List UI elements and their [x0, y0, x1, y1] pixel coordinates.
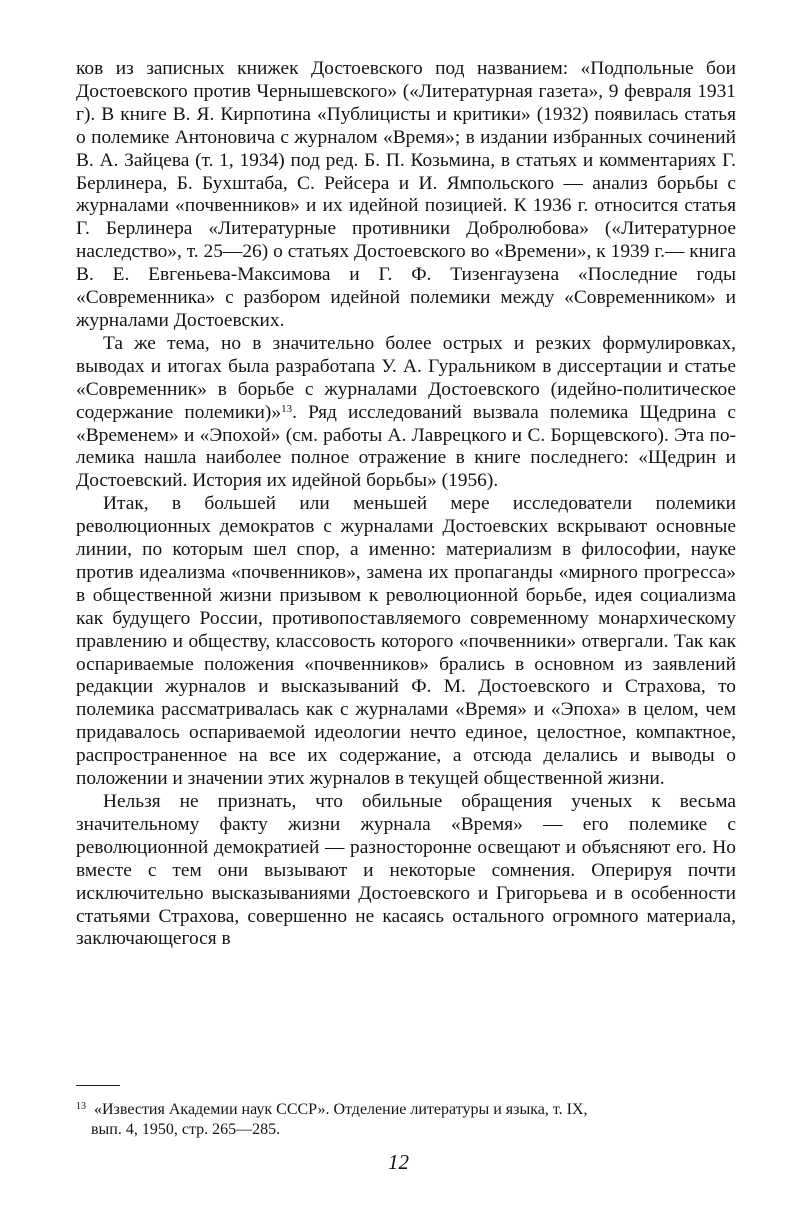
footnote-divider — [76, 1085, 120, 1086]
paragraph-1: ков из записных книжек Достоевского под названием: «Подпольные бои Достоевского против Чернышевского» («Литературная газета», 9 февраля 1931 г). В книге В. Я. Кирпотина «Публицисты и критики» (1932) появилась статья о полемике Антоновича с журналом «Время»; в издании избранных сочинений В. А. Зайцева (т. 1, 1934) под ред. Б. П. Козьмина, в статьях и комментариях Г. Берлинера, Б. Бухштаба, С. Рейсера и И. Ямпольского — анализ борьбы с журналами «почвенников» и их идейной позицией. К 1936 г. относится статья Г. Берлинера «Литературные противники Добролюбова» («Литературное наследство», т. 25—26) о статьях Достоевского во «Времени», к 1939 г.— книга В. Е. Евгеньева-Максимова и Г. Ф. Тизенгаузена «Последние годы «Современника» с разбором идейной полемики между «Современником» и журналами Достоевских. — [76, 58, 736, 331]
footnote — [76, 1097, 736, 1139]
paragraph-4: Нельзя не признать, что обильные обращения ученых к весьма значительному факту жизни журнала «Время» — его полемике с революционной демократией — разносторонне освещают и объясняют его. Но вместе с тем они вызывают и некоторые сомнения. Оперируя почти исключительно высказываниями Достоевского и Григорьева и в особенности статьями Страхова, совершенно не касаясь остального огромного материала, заключающегося в — [76, 791, 736, 950]
footnote-text-line-1: «Известия Академии наук СССР». Отделение литературы и языка, т. IX, — [94, 1101, 588, 1118]
paragraph-2-text: Та же тема, но в значительно более острых и резких формулировках, выводах и итогах была разработапа У. А. Гуральником в диссертации и статье «Современник» в борьбе с журналами Достоевского (идейно-политическое содержание полемики)» — [76, 332, 736, 423]
footnote-number: 13 — [76, 1101, 86, 1112]
footnote-reference: 13 — [281, 402, 293, 415]
paragraph-2-continuation: Ряд исследований вызвала полемика Щедрина с «Временем» и «Эпохой» (см. работы А. Лаврецкого и С. Борщевского). Эта полемика нашла наиболее полное отражение в книге последнего: «Щедрин и Достоевский. История их идейной борьбы» (1956). — [76, 401, 736, 492]
paragraph-2: Та же тема, но в значительно более острых и резких формулировках, выводах и итогах была разработапа У. А. Гуральником в диссертации и статье «Современник» в борьбе с журналами Достоевского (идейно-политическое содержание полемики)»$^{13}$. Ряд исследований вызвала полемика Щедрина с «Временем» и «Эпохой» (см. работы А. Лаврецкого и С. Борщевского). Эта полемика нашла наиболее полное отражение в книге последнего: «Щедрин и Достоевский. История их идейной борьбы» (1956). — [76, 332, 736, 492]
paragraph-3: Итак, в большей или меньшей мере исследователи полемики революционных демократов с журналами Достоевских вскрывают основные линии, по которым шел спор, а именно: материализм в философии, науке против идеализма «почвенников», замена их пропаганды «мирного прогресса» в общественной жизни призывом к революционной борьбе, идея социализма как будущего России, противопоставляемого современному монархическому правлению и обществу, классовость которого «почвенники» отвергали. Так как оспариваемые положения «почвенников» брались в основном из заявлений редакции журналов и высказываний Ф. М. Достоевского и Страхова, то полемика рассматривалась как с журналами «Время» и «Эпоха» в целом, чем придавалось оспариваемой идеологии нечто единое, целостное, компактное, распространенное на все их содержание, а отсюда делались и выводы о положении и значении этих журналов в текущей общественной жизни. — [76, 493, 736, 790]
page-number: 12 — [388, 1150, 409, 1174]
footnote-text-line-2: вып. 4, 1950, стр. 265—285. — [91, 1120, 281, 1138]
page-body — [76, 58, 736, 951]
